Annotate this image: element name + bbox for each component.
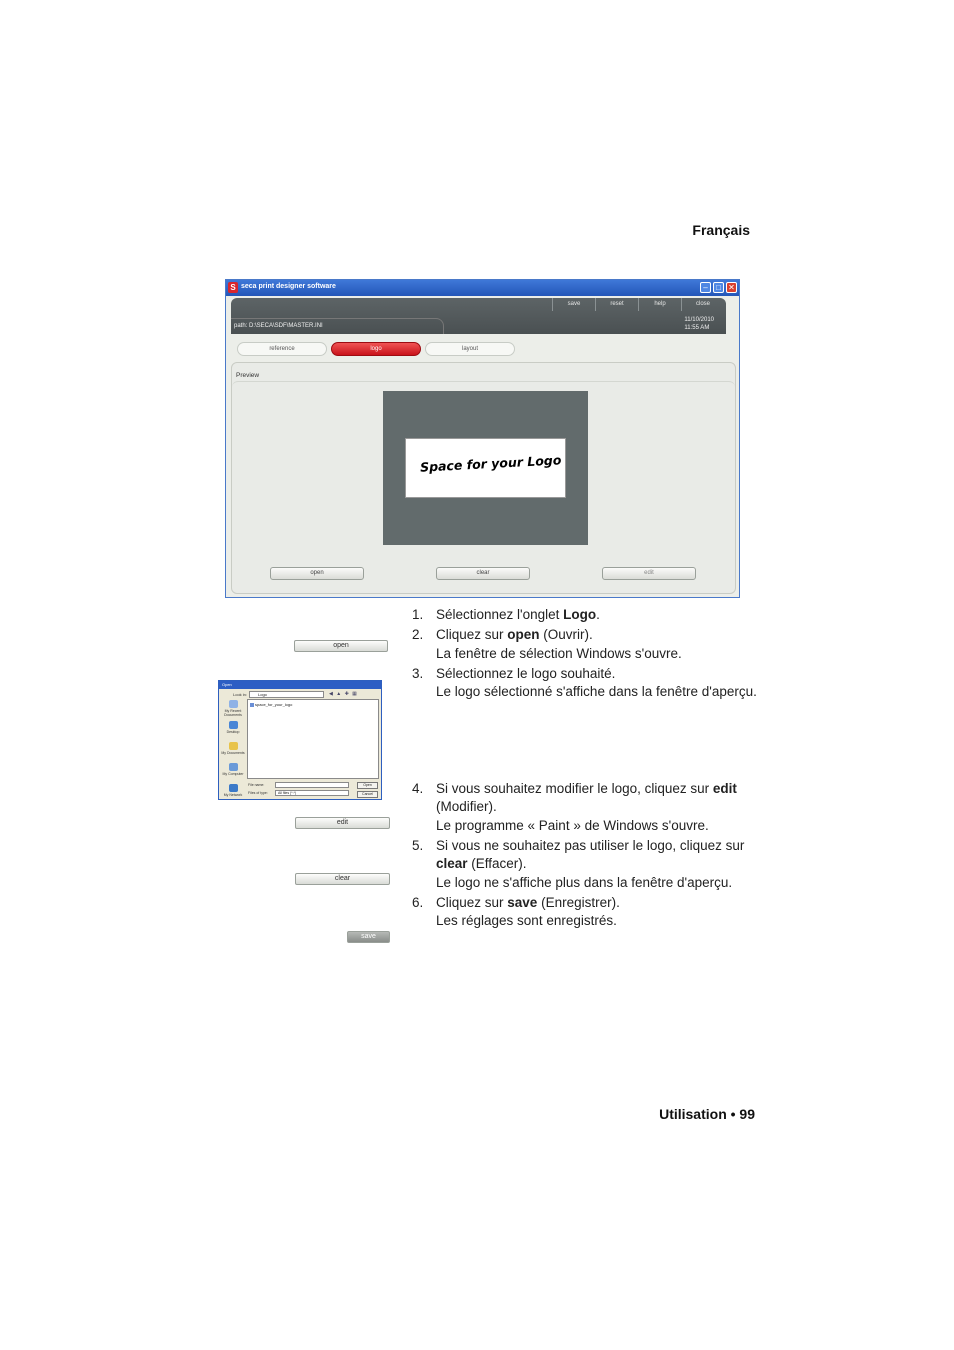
step-3: 3. Sélectionnez le logo souhaité. Le logo sélectionné s'affiche dans la fenêtre d'aperçu. bbox=[412, 665, 757, 699]
look-in-label: Look in: bbox=[233, 692, 248, 697]
close-window-icon[interactable]: ✕ bbox=[726, 282, 737, 293]
place-recent[interactable]: My Recent Documents bbox=[221, 700, 245, 720]
folder-icon bbox=[229, 742, 238, 750]
side-edit-button[interactable]: edit bbox=[295, 817, 390, 829]
clear-button[interactable]: clear bbox=[436, 567, 530, 580]
dialog-title: Open bbox=[219, 681, 381, 689]
preview-panel bbox=[231, 362, 736, 594]
place-desktop[interactable]: Desktop bbox=[221, 721, 245, 741]
instruction-steps bbox=[408, 606, 758, 931]
reset-button[interactable]: reset bbox=[595, 298, 638, 311]
open-button[interactable]: open bbox=[270, 567, 364, 580]
date: 11/10/2010 bbox=[684, 317, 714, 323]
logo-placeholder-box bbox=[405, 438, 566, 498]
place-documents[interactable]: My Documents bbox=[221, 742, 245, 762]
dialog-toolbar-icons[interactable]: ◀ ▲ ✚ ▦ bbox=[329, 691, 358, 697]
file-name-label: File name: bbox=[248, 783, 265, 787]
date-time bbox=[684, 316, 714, 332]
place-network[interactable]: My Network bbox=[221, 784, 245, 800]
step-5: 5. Si vous ne souhaitez pas utiliser le logo, cliquez sur clear (Effacer). Le logo ne s'affiche plus dans la fenêtre d'aperçu. bbox=[412, 837, 745, 890]
help-button[interactable]: help bbox=[638, 298, 681, 311]
step-2: 2. Cliquez sur open (Ouvrir). La fenêtre de sélection Windows s'ouvre. bbox=[412, 627, 682, 661]
edit-button[interactable]: edit bbox=[602, 567, 696, 580]
time: 11:55 AM bbox=[684, 325, 710, 331]
close-button[interactable]: close bbox=[681, 298, 724, 311]
header-bar bbox=[231, 298, 726, 334]
tab-logo[interactable]: logo bbox=[331, 342, 421, 356]
tab-layout[interactable]: layout bbox=[425, 342, 515, 356]
image-file-icon bbox=[250, 703, 254, 707]
side-save-button[interactable]: save bbox=[347, 931, 390, 943]
recent-documents-icon bbox=[229, 700, 238, 708]
desktop-icon bbox=[229, 721, 238, 729]
title-bar bbox=[226, 280, 739, 296]
file-type-select[interactable]: All files (*.*) bbox=[275, 790, 349, 796]
app-logo-icon: S bbox=[228, 282, 238, 293]
dialog-cancel-button[interactable]: Cancel bbox=[357, 791, 378, 798]
tab-reference[interactable]: reference bbox=[237, 342, 327, 356]
window-title: seca print designer software bbox=[241, 283, 336, 290]
look-in-select[interactable]: Logo bbox=[249, 691, 324, 698]
page-footer: Utilisation • 99 bbox=[659, 1106, 755, 1122]
file-name-input[interactable] bbox=[275, 782, 349, 788]
list-item[interactable]: space_for_your_logo bbox=[250, 702, 292, 707]
preview-actions bbox=[270, 567, 696, 580]
language-header: Français bbox=[692, 222, 750, 238]
save-button[interactable]: save bbox=[552, 298, 595, 311]
dialog-open-button[interactable]: Open bbox=[357, 782, 378, 789]
maximize-icon[interactable]: □ bbox=[713, 282, 724, 293]
logo-placeholder-text: Space for your Logo bbox=[419, 452, 562, 475]
step-6: 6. Cliquez sur save (Enregistrer). Les réglages sont enregistrés. bbox=[412, 894, 620, 928]
place-computer[interactable]: My Computer bbox=[221, 763, 245, 783]
window-controls bbox=[700, 282, 737, 293]
computer-icon bbox=[229, 763, 238, 771]
side-clear-button[interactable]: clear bbox=[295, 873, 390, 885]
file-type-label: Files of type: bbox=[248, 791, 268, 795]
step-4: 4. Si vous souhaitez modifier le logo, cliquez sur edit (Modifier). Le programme « Paint » de Windows s'ouvre. bbox=[412, 780, 737, 833]
file-path: path: D:\SECA\SDF\MASTER.INI bbox=[234, 323, 323, 329]
preview-area bbox=[383, 391, 588, 545]
file-open-dialog bbox=[218, 680, 382, 800]
toolbar bbox=[552, 298, 724, 311]
side-open-button[interactable]: open bbox=[294, 640, 388, 652]
step-1: 1. Sélectionnez l'onglet Logo. bbox=[412, 607, 600, 622]
app-window bbox=[225, 279, 740, 598]
preview-label: Preview bbox=[236, 372, 260, 379]
file-list bbox=[247, 699, 379, 779]
places-bar bbox=[221, 699, 245, 797]
network-icon bbox=[229, 784, 238, 792]
minimize-icon[interactable]: – bbox=[700, 282, 711, 293]
tab-bar bbox=[237, 342, 515, 356]
